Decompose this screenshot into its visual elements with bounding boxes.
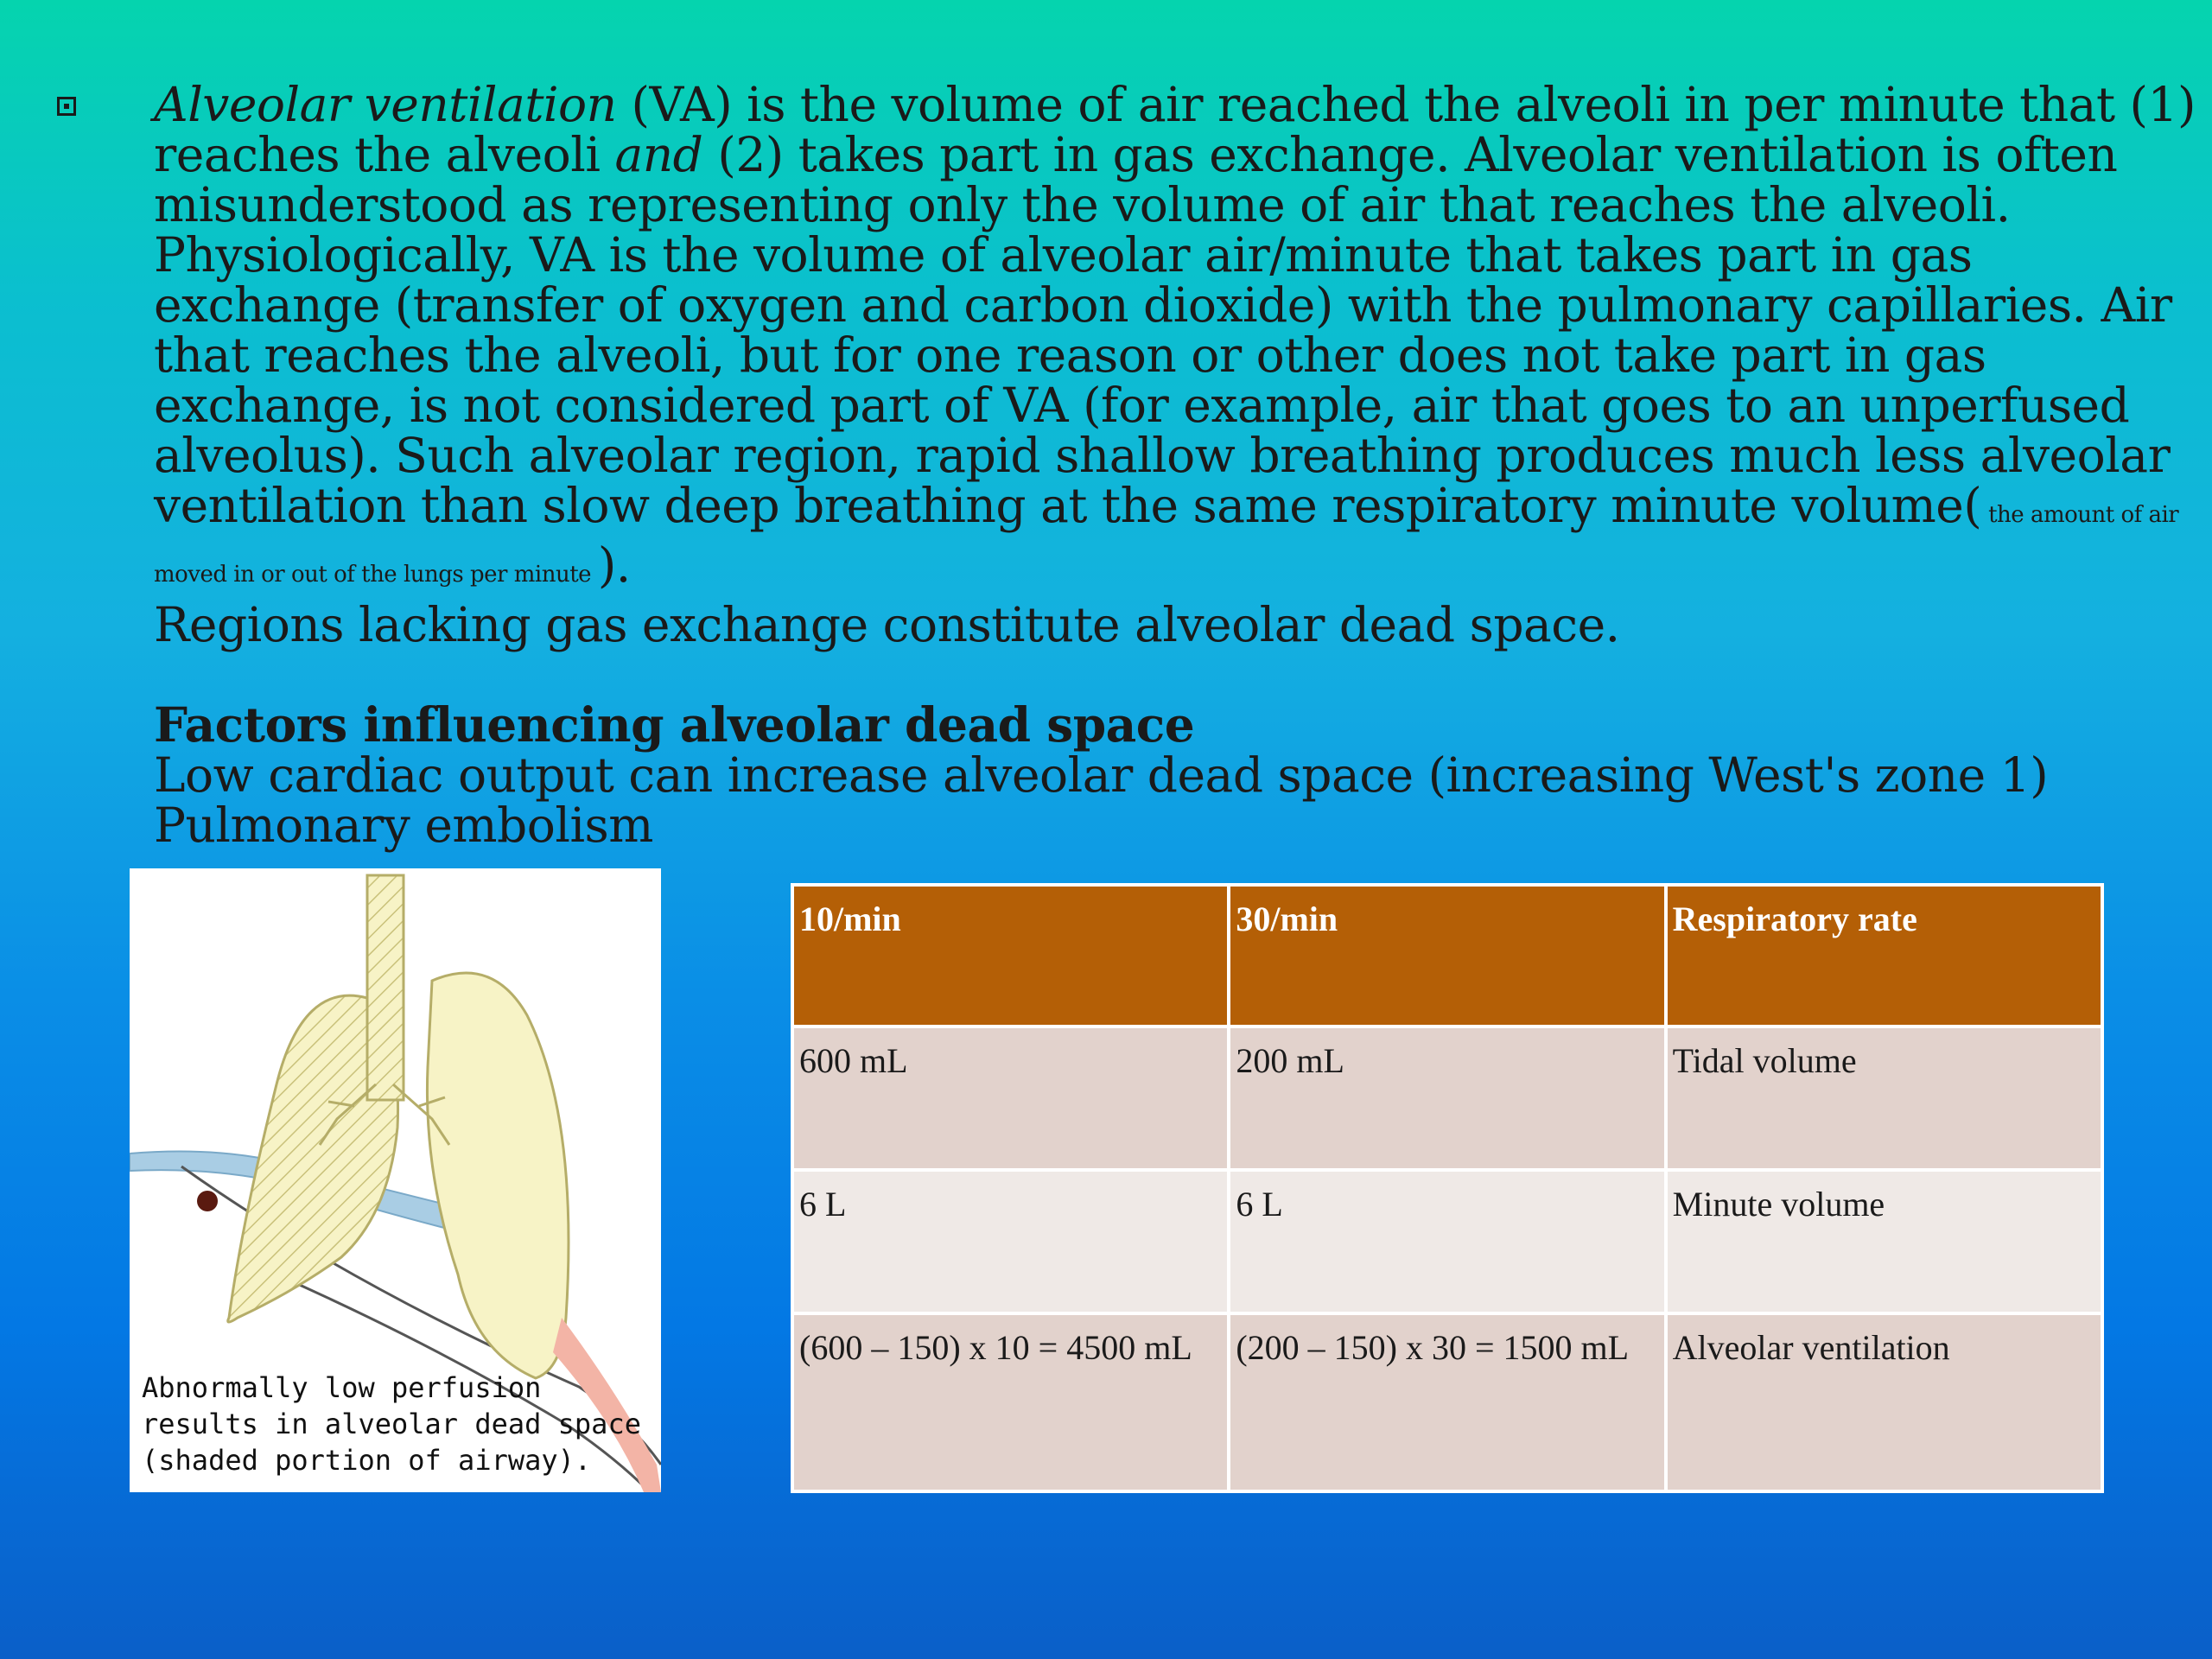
table-row [792,1170,2102,1313]
embolus [197,1191,218,1211]
figure-caption [142,1370,643,1478]
minute-volume-note: the amount of air moved in or out of the lungs per minute [154,502,2179,588]
factor-item-cardiac-output: Low cardiac output can increase alveolar dead space (increasing West's zone 1) [154,747,2049,803]
table-cell: 6 L [1229,1170,1665,1313]
trachea [367,875,404,1100]
header-cell-10-min: 10/min [792,885,1229,1027]
table-cell: (600 – 150) x 10 = 4500 mL [792,1313,1229,1491]
term-alveolar-ventilation: Alveolar ventilation [154,77,617,132]
table-cell: 600 mL [792,1027,1229,1170]
paragraph-part-2: (2) takes part in gas exchange. Alveolar ventilation is often misunderstood as representing only the volume of air that reaches the alveoli. Physiologically, VA is the volume of alveolar air/minute that takes part in gas exchange (transfer of oxygen and carbon dioxide) with the pulmonary capillaries. Air that reaches the alveoli, but for one reason or other does not take part in gas exchange, is not considered part of VA (for example, air that goes to an unperfused alveolus). Such alveolar region, rapid shallow breathing produces much less alveolar ventilation than slow deep breathing at the same respiratory minute volume( [154,127,2172,533]
table-cell: Tidal volume [1666,1027,2102,1170]
square-bullet-icon [57,97,76,116]
caption-line: Abnormally low perfusion [142,1371,542,1404]
paragraph-and: and [614,127,703,182]
header-cell-respiratory-rate: Respiratory rate [1666,885,2102,1027]
paragraph-part-1: (VA) is the volume of air reached the alveoli in per minute that (1) reaches the alveoli [154,77,2196,182]
table-cell: Minute volume [1666,1170,2102,1313]
alveolar-ventilation-paragraph [154,79,2202,600]
caption-line: (shaded portion of airway). [142,1444,592,1477]
body-text [154,77,2202,853]
perfused-lung [427,973,569,1378]
paragraph-close: ). [597,537,631,593]
header-cell-30-min: 30/min [1229,885,1665,1027]
table-cell: Alveolar ventilation [1666,1313,2102,1491]
table-row [792,1313,2102,1491]
table-cell: (200 – 150) x 30 = 1500 mL [1229,1313,1665,1491]
table-row [792,1027,2102,1170]
caption-line: results in alveolar dead space [142,1408,641,1440]
factor-item-pulmonary-embolism: Pulmonary embolism [154,798,653,853]
ventilation-table [791,883,2104,1493]
table-cell: 6 L [792,1170,1229,1313]
factors-heading: Factors influencing alveolar dead space [154,696,1195,753]
table-header-row [792,885,2102,1027]
table-cell: 200 mL [1229,1027,1665,1170]
dead-space-line: Regions lacking gas exchange constitute alveolar dead space. [154,597,1620,652]
dead-space-diagram [130,868,661,1492]
